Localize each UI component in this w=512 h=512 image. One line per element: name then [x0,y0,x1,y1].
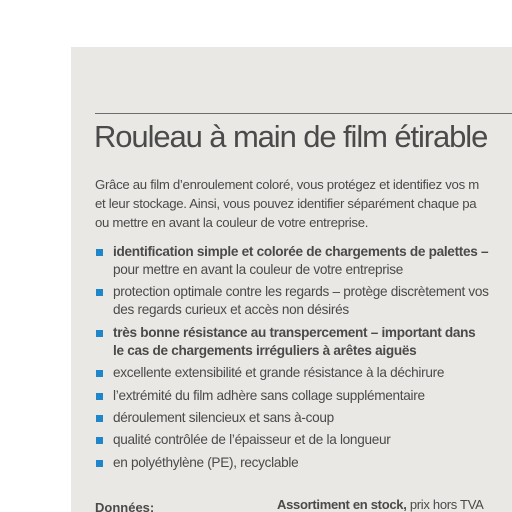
feature-item [95,243,512,279]
feature-list [95,243,512,476]
feature-item [95,454,512,472]
data-heading: Données: [95,500,155,512]
stock-heading-bold: Assortiment en stock, [277,497,407,512]
feature-item [95,387,512,405]
stock-heading-text: prix hors TVA [406,497,484,512]
feature-line: excellente extensibilité et grande résistance à la déchirure [113,365,445,381]
feature-line: pour mettre en avant la couleur de votre entreprise [113,262,403,277]
intro-paragraph [95,175,512,232]
catalog-page [71,47,512,512]
feature-item [95,409,512,427]
bullet-icon [96,415,103,422]
feature-line: très bonne résistance au transpercement – important dans [113,324,476,340]
bullet-icon [96,249,103,256]
page-title: Rouleau à main de film étirable [94,119,488,154]
intro-line: et leur stockage. Ainsi, vous pouvez identifier séparément chaque pa [95,196,477,211]
stock-heading [277,497,483,512]
feature-line: des regards curieux et accès non désirés [113,302,349,318]
feature-item [95,324,512,360]
feature-line: l’extrémité du film adhère sans collage supplémentaire [113,387,425,403]
feature-line: le cas de chargements irréguliers à arêtes aiguës [113,342,417,358]
bullet-icon [96,330,103,337]
feature-line: qualité contrôlée de l’épaisseur et de la longueur [113,432,391,448]
bullet-icon [96,289,103,296]
feature-line: identification simple et colorée de chargements de palettes – [113,244,489,259]
bullet-icon [96,370,103,377]
feature-item [95,283,512,319]
bullet-icon [96,460,103,467]
title-rule [95,113,512,114]
feature-line: déroulement silencieux et sans à-coup [113,409,334,425]
feature-line: protection optimale contre les regards – protège discrètement vos [113,284,489,300]
intro-line: ou mettre en avant la couleur de votre entreprise. [95,215,369,230]
feature-item [95,431,512,449]
bullet-icon [96,437,103,444]
feature-item [95,364,512,382]
intro-line: Grâce au film d’enroulement coloré, vous protégez et identifiez vos m [95,177,479,192]
feature-line: en polyéthylène (PE), recyclable [113,454,299,470]
bullet-icon [96,393,103,400]
